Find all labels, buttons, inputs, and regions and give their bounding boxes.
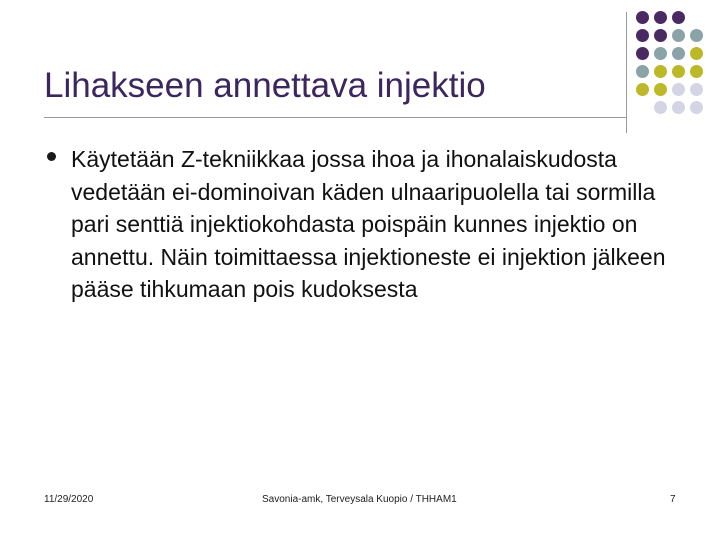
footer-page-number: 7 bbox=[670, 494, 676, 505]
decor-dot bbox=[672, 29, 685, 42]
decor-dot bbox=[636, 29, 649, 42]
footer-date: 11/29/2020 bbox=[44, 494, 94, 505]
decor-dot bbox=[654, 83, 667, 96]
decor-dot bbox=[636, 47, 649, 60]
slide-title: Lihakseen annettava injektio bbox=[44, 66, 486, 105]
decor-dot bbox=[636, 65, 649, 78]
bullet-icon bbox=[47, 152, 56, 161]
decor-dot bbox=[690, 101, 703, 114]
bullet-text: Käytetään Z-tekniikkaa jossa ihoa ja ihonalaiskudosta vedetään ei-dominoivan käden ulnaaripuolella tai sormilla pari senttiä injektiokohdasta poispäin kunnes injektio on annettu. Näin toimittaessa injektioneste ei injektion jälkeen pääse tihkumaan pois kudoksesta bbox=[71, 146, 666, 302]
decor-dot bbox=[672, 101, 685, 114]
decor-dot bbox=[672, 47, 685, 60]
decor-dot bbox=[672, 65, 685, 78]
decor-dot bbox=[636, 83, 649, 96]
footer-center-text: Savonia-amk, Terveysala Kuopio / THHAM1 bbox=[262, 494, 457, 505]
decor-dot bbox=[672, 83, 685, 96]
decorative-dot-grid bbox=[0, 0, 720, 140]
decor-dot bbox=[672, 11, 685, 24]
decor-dot bbox=[690, 65, 703, 78]
decor-dot bbox=[690, 47, 703, 60]
decor-dot bbox=[690, 83, 703, 96]
decor-dot bbox=[654, 47, 667, 60]
decor-dot bbox=[636, 11, 649, 24]
decor-dot bbox=[654, 29, 667, 42]
decor-dot bbox=[654, 11, 667, 24]
decor-dot bbox=[690, 29, 703, 42]
decor-dot bbox=[654, 101, 667, 114]
decor-dot bbox=[654, 65, 667, 78]
